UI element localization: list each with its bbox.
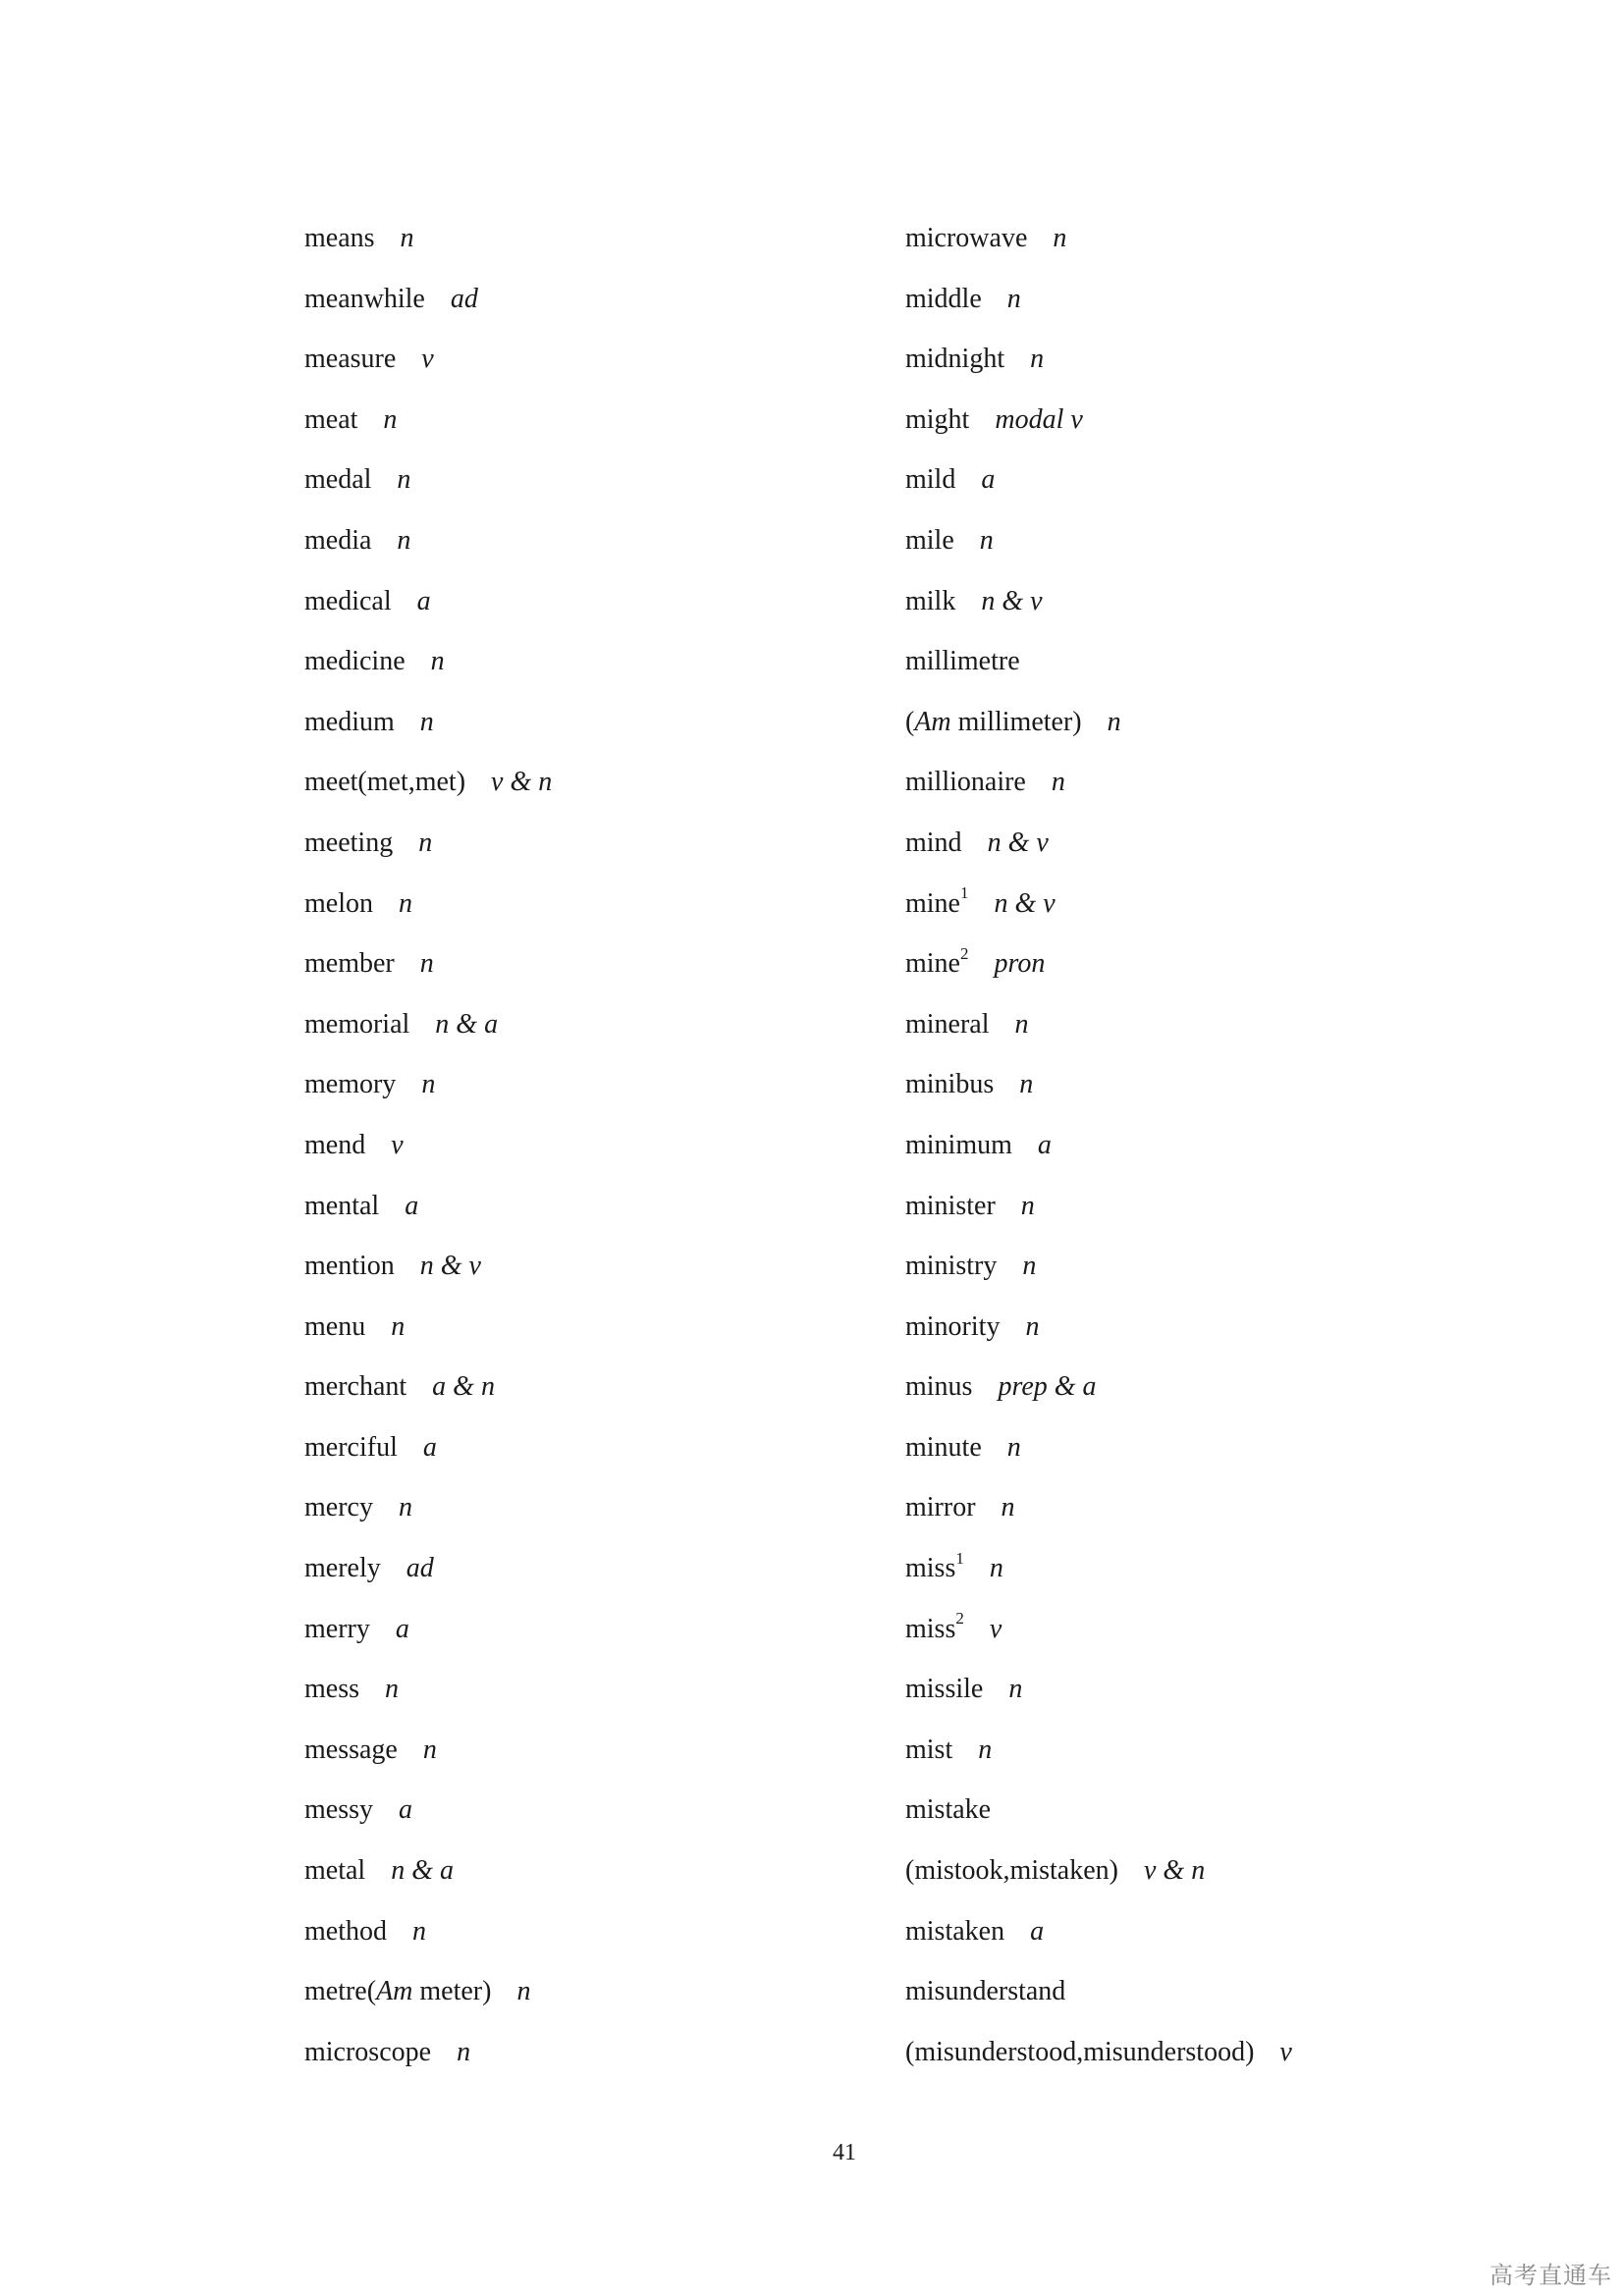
watermark-text: 高考直通车 — [1489, 2262, 1612, 2289]
vocabulary-entry — [905, 943, 1534, 1004]
entry-word: menu — [304, 1310, 366, 1342]
entry-word: medium — [304, 706, 395, 737]
entry-word: mind — [905, 827, 962, 858]
part-of-speech: v — [1279, 2036, 1292, 2067]
entry-word: meanwhile — [304, 283, 425, 314]
part-of-speech: n — [399, 887, 412, 919]
part-of-speech: prep & a — [998, 1371, 1097, 1403]
part-of-speech: n — [419, 706, 434, 737]
vocabulary-entry — [304, 520, 854, 581]
vocabulary-entry — [905, 581, 1534, 642]
part-of-speech: n — [412, 1915, 426, 1947]
vocabulary-entry — [905, 823, 1534, 883]
vocabulary-entry — [905, 1850, 1534, 1911]
part-of-speech: n — [1107, 706, 1121, 737]
entry-word: might — [905, 403, 970, 435]
vocabulary-entry — [304, 883, 854, 944]
entry-word: merchant — [304, 1371, 407, 1403]
vocabulary-entry — [304, 1125, 854, 1186]
part-of-speech: n — [1051, 767, 1065, 798]
vocabulary-entry — [304, 1971, 854, 2032]
vocabulary-entry — [905, 218, 1534, 279]
vocabulary-entry — [304, 823, 854, 883]
vocabulary-entry — [304, 1064, 854, 1125]
part-of-speech: n — [1001, 1492, 1015, 1523]
entry-word: merry — [304, 1613, 370, 1644]
vocabulary-entry — [905, 1307, 1534, 1367]
part-of-speech: n — [1019, 1069, 1034, 1100]
entry-word: means — [304, 223, 375, 253]
entry-word: minimum — [905, 1129, 1012, 1160]
part-of-speech: n — [1006, 283, 1021, 314]
vocabulary-entry — [304, 1427, 854, 1488]
vocabulary-entry — [905, 279, 1534, 340]
part-of-speech: n & a — [435, 1008, 499, 1040]
part-of-speech: n — [398, 1492, 412, 1523]
entry-word: mine$^2$ — [905, 943, 969, 980]
vocabulary-entry — [905, 702, 1534, 763]
vocabulary-entry — [905, 1971, 1534, 2032]
part-of-speech: a — [399, 1794, 412, 1826]
homonym-number: 2 — [955, 1609, 964, 1629]
entry-word: meeting — [304, 827, 394, 858]
entry-word: mineral — [905, 1008, 990, 1040]
part-of-speech: n — [430, 646, 445, 677]
vocabulary-entry — [304, 1669, 854, 1730]
entry-word: mine$^1$ — [905, 883, 969, 919]
page-number: 41 — [833, 2140, 856, 2165]
entry-word: miss$^1$ — [905, 1548, 964, 1584]
entry-word: (mistook,mistaken) — [905, 1855, 1118, 1887]
homonym-number: 1 — [955, 1548, 964, 1568]
part-of-speech: n — [1006, 1431, 1021, 1463]
entry-word: milk — [905, 585, 956, 616]
part-of-speech: n — [391, 1310, 406, 1342]
part-of-speech: a — [1030, 1915, 1045, 1947]
entry-word: memory — [304, 1069, 397, 1100]
entry-word: method — [304, 1915, 387, 1947]
part-of-speech: n — [418, 827, 433, 858]
vocabulary-entry — [304, 1004, 854, 1065]
part-of-speech: n — [978, 1734, 993, 1765]
entry-word: memorial — [304, 1008, 410, 1040]
vocabulary-entry — [304, 702, 854, 763]
part-of-speech: n — [422, 1734, 437, 1765]
entry-word: microwave — [905, 223, 1028, 253]
entry-word: merciful — [304, 1431, 398, 1463]
vocabulary-entry — [304, 1609, 854, 1670]
entry-word: metal — [304, 1855, 366, 1887]
entry-word: millimetre — [905, 646, 1020, 677]
entry-word: mercy — [304, 1492, 373, 1523]
vocabulary-entry — [304, 279, 854, 340]
part-of-speech: n — [1020, 1190, 1035, 1221]
entry-word: minibus — [905, 1069, 995, 1100]
homonym-number: 2 — [960, 943, 969, 963]
vocabulary-entry — [905, 1548, 1534, 1609]
entry-word: member — [304, 948, 395, 980]
part-of-speech: pron — [994, 948, 1046, 980]
vocabulary-entry — [304, 1789, 854, 1850]
vocabulary-entry — [304, 1366, 854, 1427]
part-of-speech: n — [1053, 223, 1067, 253]
vocabulary-entry — [304, 1730, 854, 1790]
part-of-speech: n & v — [419, 1251, 481, 1282]
entry-word: mental — [304, 1190, 380, 1221]
entry-word: mistake — [905, 1794, 992, 1826]
word-list-right-column — [905, 218, 1534, 2092]
part-of-speech: n — [383, 403, 398, 435]
vocabulary-entry — [905, 1246, 1534, 1307]
entry-word: mirror — [905, 1492, 976, 1523]
vocabulary-entry — [304, 1186, 854, 1247]
vocabulary-entry — [905, 762, 1534, 823]
entry-word: minute — [905, 1431, 982, 1463]
vocabulary-entry — [304, 218, 854, 279]
entry-word: metre(Am meter) — [304, 1976, 492, 2007]
word-list-left-column — [304, 218, 854, 2092]
entry-word: meet(met,met) — [304, 767, 466, 798]
entry-word: medical — [304, 585, 392, 616]
vocabulary-entry — [905, 1789, 1534, 1850]
vocabulary-entry — [905, 520, 1534, 581]
entry-word: (Am millimeter) — [905, 706, 1082, 737]
entry-word: meat — [304, 403, 358, 435]
part-of-speech: n — [516, 1976, 531, 2007]
part-of-speech: a & n — [432, 1371, 495, 1403]
part-of-speech: n — [1008, 1674, 1023, 1705]
entry-word: mile — [905, 524, 954, 556]
entry-word: ministry — [905, 1251, 998, 1282]
entry-word: media — [304, 524, 372, 556]
part-of-speech: n — [385, 1674, 399, 1705]
entry-word: midnight — [905, 344, 1005, 375]
vocabulary-entry — [905, 339, 1534, 400]
vocabulary-entry — [905, 1366, 1534, 1427]
part-of-speech: n & v — [987, 827, 1049, 858]
entry-word: minority — [905, 1310, 1001, 1342]
vocabulary-entry — [905, 1911, 1534, 1972]
vocabulary-entry — [905, 1669, 1534, 1730]
part-of-speech: n — [400, 223, 414, 253]
vocabulary-entry — [905, 2032, 1534, 2093]
entry-word: mend — [304, 1129, 366, 1160]
entry-word: misunderstand — [905, 1976, 1066, 2007]
part-of-speech: v — [989, 1613, 1002, 1644]
part-of-speech: n — [989, 1553, 1003, 1584]
entry-word: (misunderstood,misunderstood) — [905, 2036, 1255, 2067]
part-of-speech: a — [405, 1190, 419, 1221]
entry-word: message — [304, 1734, 398, 1765]
entry-word: miss$^2$ — [905, 1609, 964, 1644]
part-of-speech: ad — [406, 1553, 434, 1584]
vocabulary-entry — [905, 1125, 1534, 1186]
part-of-speech: n — [1022, 1251, 1037, 1282]
part-of-speech: n — [1025, 1310, 1040, 1342]
entry-word: medal — [304, 464, 372, 496]
entry-word: medicine — [304, 646, 406, 677]
entry-word: minus — [905, 1371, 973, 1403]
entry-word: middle — [905, 283, 982, 314]
part-of-speech: n — [421, 1069, 436, 1100]
vocabulary-entry — [905, 1004, 1534, 1065]
vocabulary-entry — [304, 400, 854, 460]
vocabulary-entry — [304, 339, 854, 400]
part-of-speech: ad — [450, 283, 478, 314]
vocabulary-entry — [304, 1246, 854, 1307]
vocabulary-entry — [304, 2032, 854, 2093]
part-of-speech: a — [981, 464, 996, 496]
vocabulary-entry — [905, 1487, 1534, 1548]
entry-word: millionaire — [905, 767, 1026, 798]
part-of-speech: n — [457, 2036, 471, 2067]
entry-word: melon — [304, 887, 373, 919]
part-of-speech: v — [421, 344, 434, 375]
part-of-speech: n & a — [391, 1855, 454, 1887]
entry-word: merely — [304, 1553, 381, 1584]
entry-word: mild — [905, 464, 956, 496]
vocabulary-entry — [304, 1850, 854, 1911]
part-of-speech: a — [416, 585, 431, 616]
part-of-speech: n — [397, 524, 411, 556]
vocabulary-entry — [304, 1487, 854, 1548]
vocabulary-entry — [905, 1730, 1534, 1790]
vocabulary-entry — [304, 459, 854, 520]
vocabulary-entry — [905, 883, 1534, 944]
vocabulary-entry — [905, 400, 1534, 460]
vocabulary-entry — [304, 1911, 854, 1972]
vocabulary-entry — [304, 1307, 854, 1367]
entry-word: mess — [304, 1674, 359, 1705]
part-of-speech: n — [1014, 1008, 1029, 1040]
entry-word: missile — [905, 1674, 984, 1705]
part-of-speech: modal v — [995, 403, 1083, 435]
part-of-speech: n & v — [994, 887, 1056, 919]
part-of-speech: v — [391, 1129, 404, 1160]
homonym-number: 1 — [960, 883, 969, 903]
vocabulary-entry — [905, 459, 1534, 520]
entry-word: mention — [304, 1251, 395, 1282]
vocabulary-entry — [905, 1427, 1534, 1488]
part-of-speech: v & n — [1143, 1855, 1206, 1887]
vocabulary-entry — [304, 762, 854, 823]
vocabulary-entry — [905, 1609, 1534, 1670]
vocabulary-entry — [905, 641, 1534, 702]
vocabulary-entry — [905, 1186, 1534, 1247]
part-of-speech: v & n — [491, 767, 553, 798]
entry-word: measure — [304, 344, 397, 375]
vocabulary-entry — [304, 943, 854, 1004]
part-of-speech: n — [397, 464, 411, 496]
entry-word: microscope — [304, 2036, 432, 2067]
entry-word: mist — [905, 1734, 953, 1765]
part-of-speech: n — [979, 524, 994, 556]
part-of-speech: n — [419, 948, 434, 980]
vocabulary-entry — [304, 641, 854, 702]
entry-word: mistaken — [905, 1915, 1005, 1947]
part-of-speech: a — [1037, 1129, 1052, 1160]
part-of-speech: a — [422, 1431, 437, 1463]
entry-word: messy — [304, 1794, 373, 1826]
part-of-speech: a — [395, 1613, 409, 1644]
part-of-speech: n — [1030, 344, 1045, 375]
entry-word: minister — [905, 1190, 996, 1221]
part-of-speech: n & v — [981, 585, 1043, 616]
vocabulary-entry — [304, 581, 854, 642]
vocabulary-entry — [304, 1548, 854, 1609]
vocabulary-entry — [905, 1064, 1534, 1125]
